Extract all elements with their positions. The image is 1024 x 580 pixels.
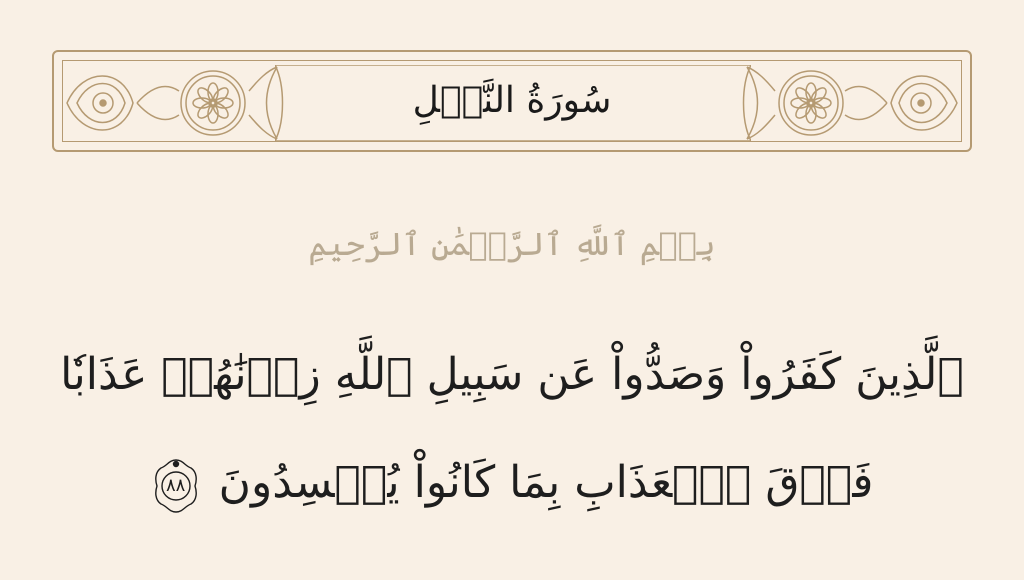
ayah-end-marker: [151, 456, 201, 516]
verse-line-1: [40, 340, 984, 410]
ayah-number: ٨٨: [165, 474, 186, 496]
surah-title: سُورَةُ النَّحۡلِ: [412, 80, 612, 121]
verse-text: فَوۡقَ ٱلۡعَذَابِ بِمَا كَانُواْ يُفۡسِدُونَ: [218, 457, 874, 508]
surah-header-frame: [52, 50, 972, 152]
verse-text: ٱلَّذِينَ كَفَرُواْ وَصَدُّواْ عَن سَبِيلِ ٱللَّهِ زِدۡنَٰهُمۡ عَذَابٗا: [60, 349, 964, 400]
basmala: بِسۡمِ ٱللَّهِ ٱلرَّحۡمَٰنِ ٱلرَّحِيمِ: [308, 225, 716, 263]
surah-header-inner-border: [62, 60, 962, 142]
verse-line-2: [40, 448, 984, 518]
